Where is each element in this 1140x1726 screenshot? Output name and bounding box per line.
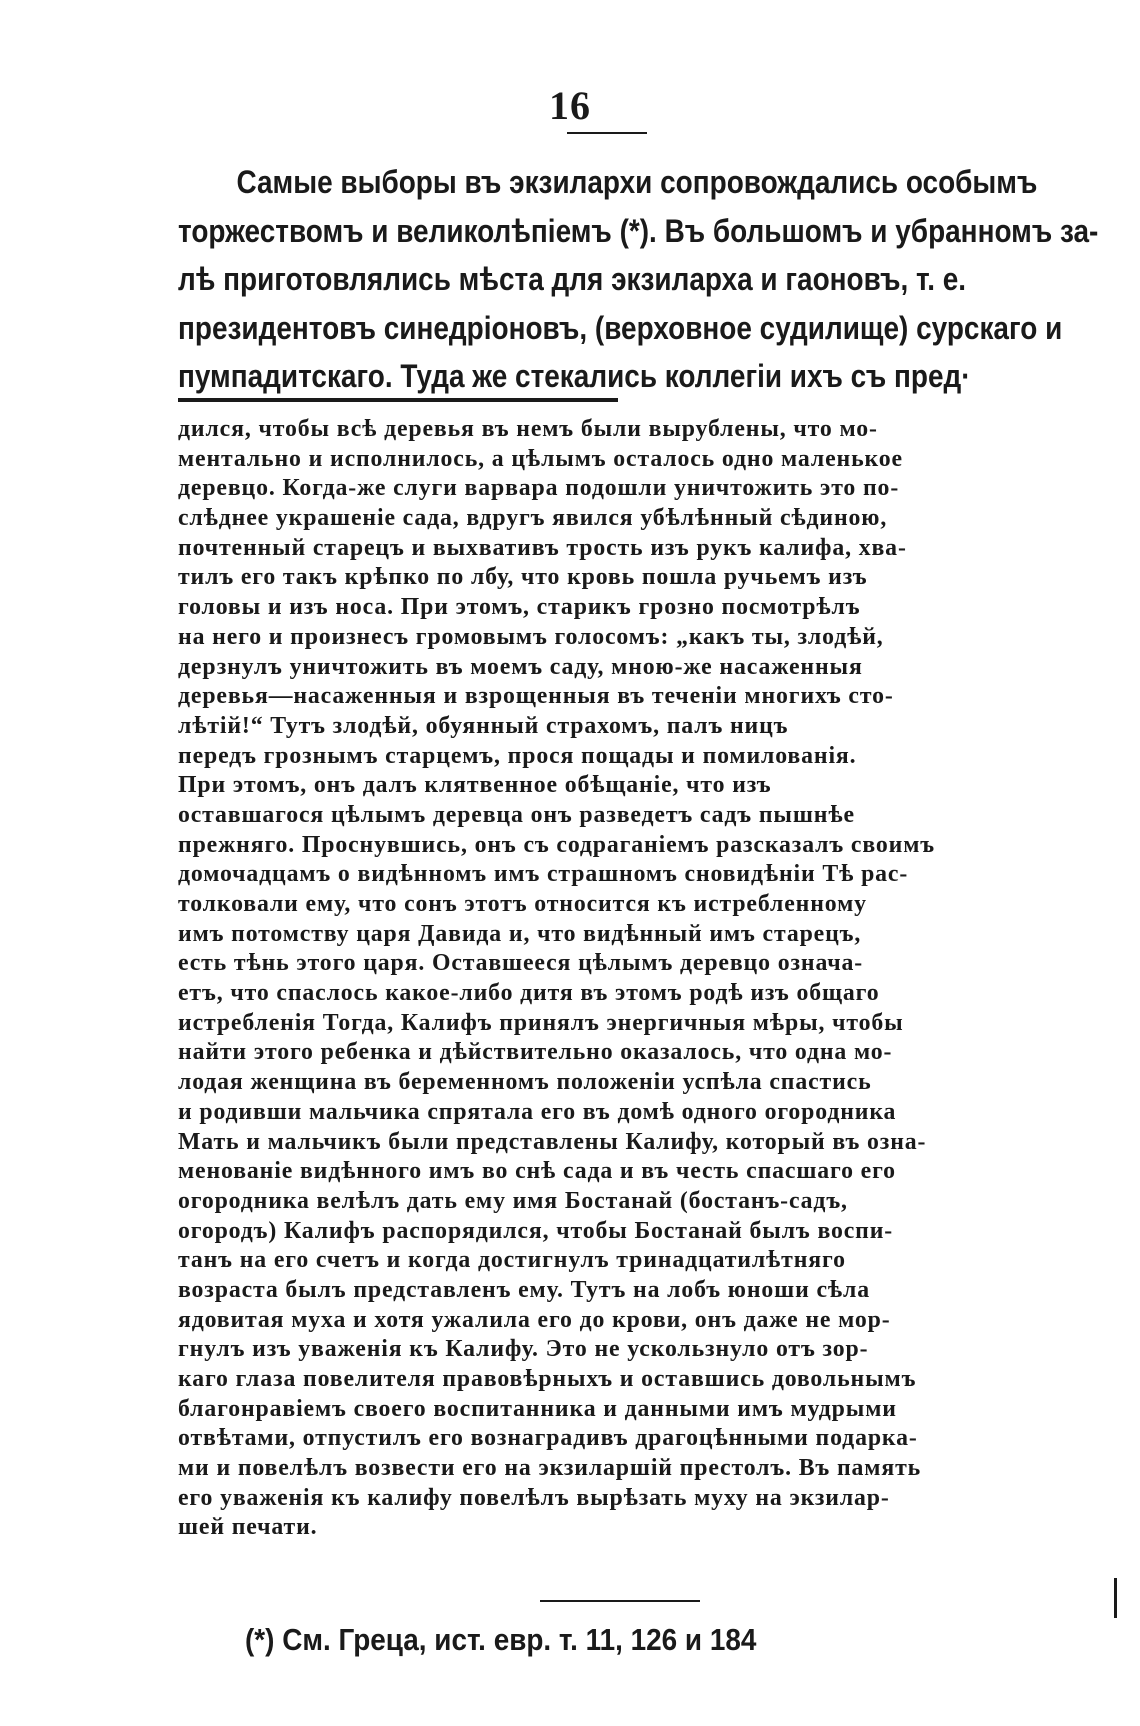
footnote-line: на него и произнесъ громовымъ голосомъ: „какъ ты, злодѣй, [178, 622, 884, 650]
footnote-line: толковали ему, что сонъ этотъ относится къ истребленному [178, 890, 867, 917]
main-text-line: Самые выборы въ экзилархи сопровождались особымъ [236, 164, 1038, 200]
footnote-line: истребленія Тогда, Калифъ принялъ энергичныя мѣры, чтобы [178, 1008, 904, 1036]
reference-separator-rule [540, 1600, 700, 1602]
footnote-line: ми и повелѣлъ возвести его на экзиларшій престолъ. Въ память [178, 1454, 922, 1482]
footnote-line: почтенный старецъ и выхвативъ трость изъ рукъ калифа, хва- [178, 533, 907, 561]
footnote-line: дился, чтобы всѣ деревья въ немъ были вырублены, что мо- [178, 415, 878, 442]
footnote-line: ментально и исполнилось, а цѣлымъ осталось одно маленькое [178, 444, 903, 472]
footnote-line: есть тѣнь этого царя. Оставшееся цѣлымъ деревцо означа- [178, 949, 864, 977]
footnote-line: танъ на его счетъ и когда достигнулъ тринадцатилѣтняго [178, 1246, 846, 1274]
footnote-line: огородника велѣлъ дать ему имя Бостанай (бостанъ-садъ, [178, 1186, 848, 1214]
footnote-line: лѣтій!“ Тутъ злодѣй, обуянный страхомъ, палъ ницъ [178, 711, 789, 739]
footnote-line: его уваженія къ калифу повелѣлъ вырѣзать муху на экзилар- [178, 1483, 890, 1511]
footnote-line: ядовитая муха и хотя ужалила его до крови, онъ даже не мор- [178, 1305, 891, 1333]
footnote-line: Мать и мальчикъ были представлены Калифу, который въ озна- [178, 1127, 927, 1155]
footnote-line: деревья—насаженныя и взрощенныя въ теченіи многихъ сто- [178, 682, 894, 710]
footnote-separator-rule [178, 398, 618, 402]
page-edge-mark [1114, 1578, 1117, 1618]
footnote-line: прежняго. Проснувшись, онъ съ содраганіемъ разсказалъ своимъ [178, 830, 935, 858]
footnote-line: и родивши мальчика спрятала его въ домѣ одного огородника [178, 1097, 897, 1125]
footnote-line: домочадцамъ о видѣнномъ имъ страшномъ сновидѣніи Тѣ рас- [178, 860, 909, 888]
footnote-reference: (*) См. Греца, ист. евр. т. 11, 126 и 184 [245, 1622, 757, 1657]
page-number: 16 [549, 83, 591, 128]
footnote-line: шей печати. [178, 1513, 318, 1541]
footnote-line: гнулъ изъ уваженія къ Калифу. Это не ускользнуло отъ зор- [178, 1335, 869, 1363]
footnote-continuation [178, 414, 1062, 1542]
page-number-rule [567, 132, 647, 134]
footnote-line: передъ грознымъ старцемъ, прося пощады и помилованія. [178, 741, 857, 769]
main-text-line: торжествомъ и великолѣпіемъ (*). Въ большомъ и убранномъ за- [178, 212, 1099, 249]
main-text-line: пумпадитскаго. Туда же стекались коллегіи ихъ съ пред· [178, 358, 971, 395]
footnote-line: каго глаза повелителя правовѣрныхъ и оставшись довольнымъ [178, 1365, 917, 1392]
footnote-line: имъ потомству царя Давида и, что видѣнный имъ старецъ, [178, 919, 862, 947]
footnote-line: благонравіемъ своего воспитанника и данными имъ мудрыми [178, 1394, 897, 1422]
footnote-line: дерзнулъ уничтожить въ моемъ саду, мною-же насаженныя [178, 652, 863, 680]
footnote-line: оставшагося цѣлымъ деревца онъ разведетъ садъ пышнѣе [178, 800, 855, 828]
main-text-line: лѣ приготовлялись мѣста для экзиларха и гаоновъ, т. е. [178, 261, 967, 298]
footnote-line: огородъ) Калифъ распорядился, чтобы Бостанай былъ воспи- [178, 1216, 894, 1244]
footnote-line: деревцо. Когда-же слуги варвара подошли уничтожить это по- [178, 474, 900, 502]
footnote-line: При этомъ, онъ далъ клятвенное обѣщаніе, что изъ [178, 771, 772, 799]
main-text [178, 158, 1099, 401]
footnote-line: тилъ его такъ крѣпко по лбу, что кровь пошла ручьемъ изъ [178, 563, 868, 591]
footnote-line: етъ, что спаслось какое-либо дитя въ этомъ родѣ изъ общаго [178, 979, 880, 1007]
footnote-line: слѣднее украшеніе сада, вдругъ явился убѣлѣнный сѣдиною, [178, 504, 888, 532]
footnote-line: менованіе видѣнного имъ во снѣ сада и въ честь спасшаго его [178, 1157, 896, 1185]
main-text-line: президентовъ синедріоновъ, (верховное судилище) сурскаго и [178, 309, 1063, 346]
footnote-line: лодая женщина въ беременномъ положеніи успѣла спастись [178, 1068, 872, 1096]
footnote-line: возраста былъ представленъ ему. Тутъ на лобъ юноши сѣла [178, 1275, 871, 1303]
footnote-line: головы и изъ носа. При этомъ, старикъ грозно посмотрѣлъ [178, 593, 861, 621]
footnote-line: найти этого ребенка и дѣйствительно оказалось, что одна мо- [178, 1038, 893, 1066]
footnote-line: отвѣтами, отпустилъ его вознаградивъ драгоцѣнными подарка- [178, 1424, 918, 1452]
